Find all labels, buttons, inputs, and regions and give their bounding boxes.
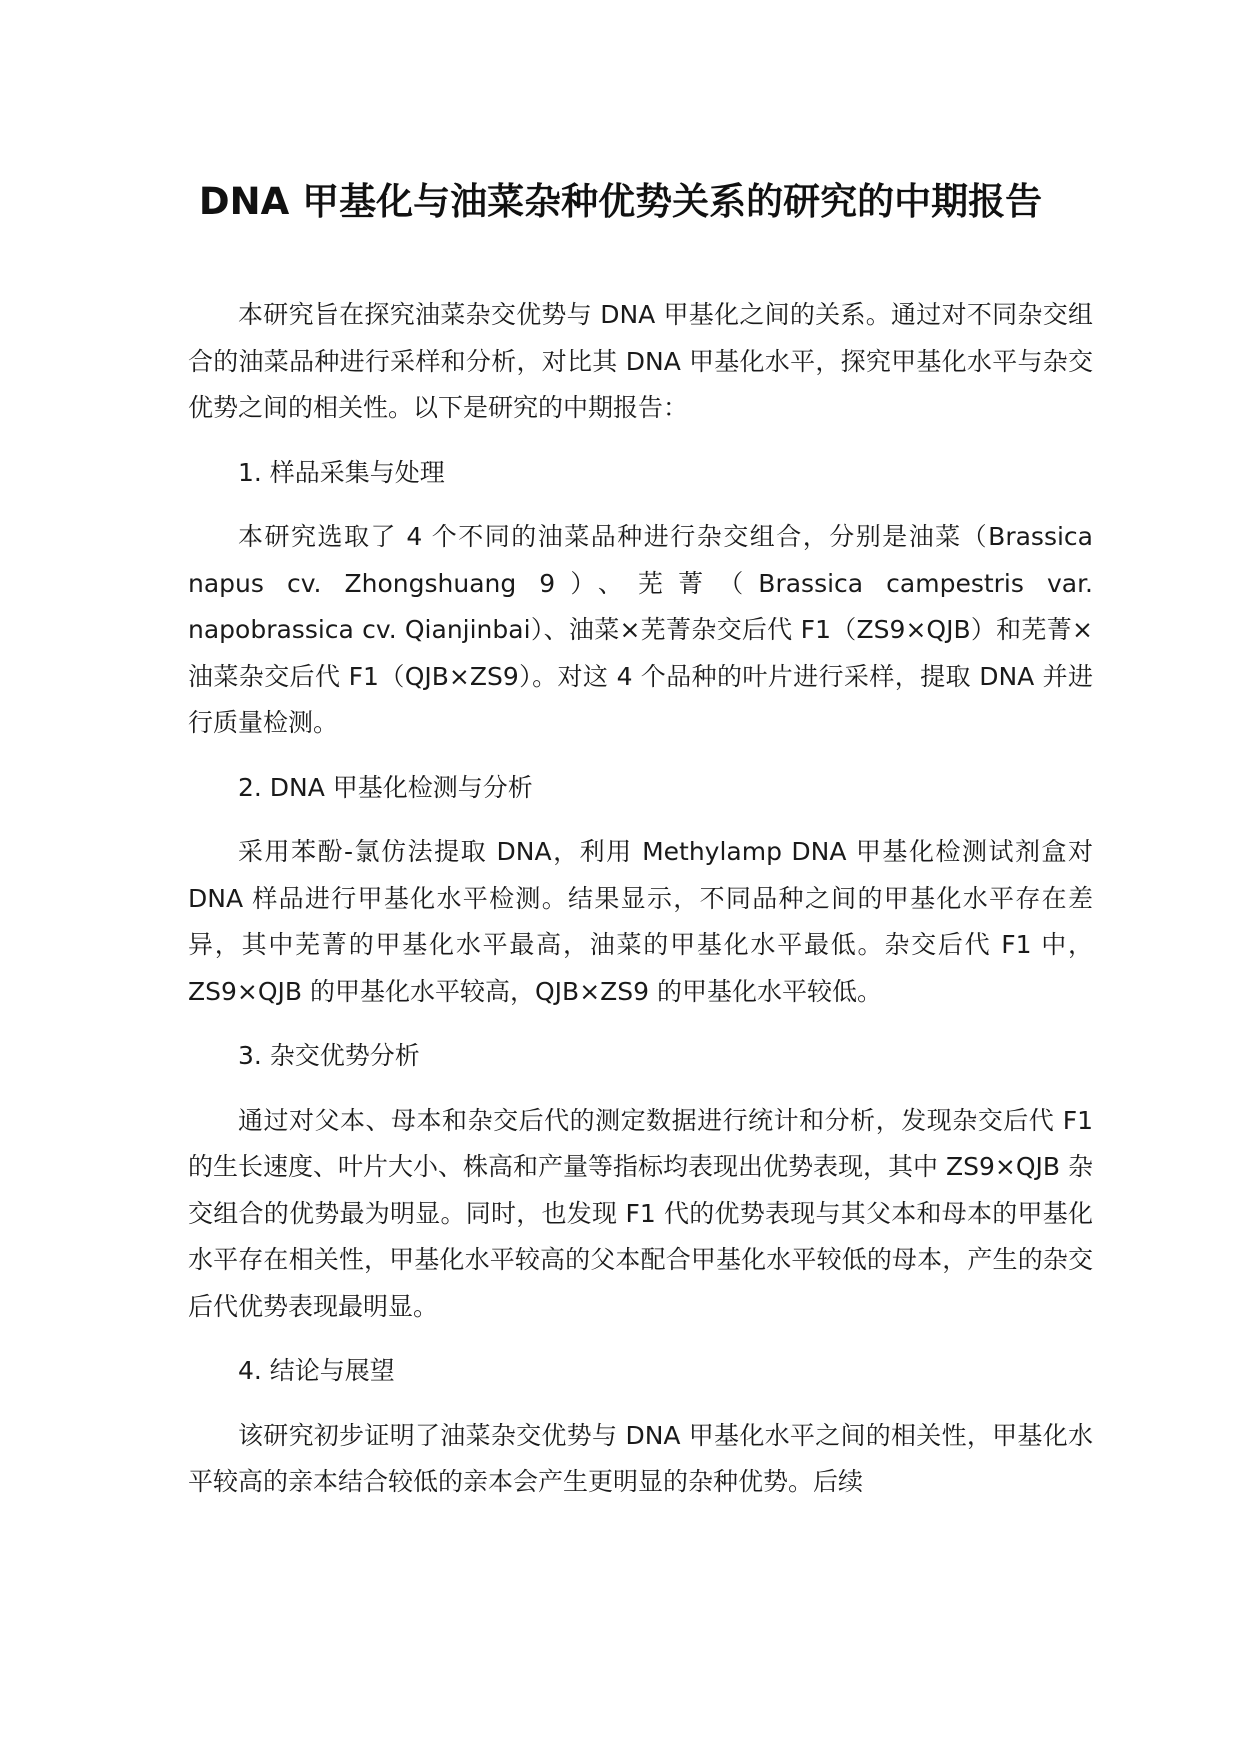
section-heading-heterosis: 3. 杂交优势分析 xyxy=(238,1041,420,1070)
section-heading-conclusion: 4. 结论与展望 xyxy=(238,1356,395,1385)
section-heading-sampling: 1. 样品采集与处理 xyxy=(238,457,445,487)
section-body-heterosis: 通过对父本、母本和杂交后代的测定数据进行统计和分析，发现杂交后代 F1 的生长速度、叶片大小、株高和产量等指标均表现出优势表现，其中 ZS9×QJB 杂交组合的优势最为明显。同时，也发现 F1 代的优势表现与其父本和母本的甲基化水平存在相关性，甲基化水平较高的父本配合甲基化水平较低的母本，产生的杂交后代优势表现最明显。 xyxy=(188,1105,1093,1321)
document-title: DNA 甲基化与油菜杂种优势关系的研究的中期报告 xyxy=(198,180,1043,223)
section-heading-methylation: 2. DNA 甲基化检测与分析 xyxy=(238,772,533,802)
section-body-sampling: 本研究选取了 4 个不同的油菜品种进行杂交组合，分别是油菜（Brassica napus cv. Zhongshuang 9）、芜菁（Brassica campestris var. napobrassica cv. Qianjinbai）、油菜×芜菁杂交后代 F1（ZS9×QJB）和芜菁×油菜杂交后代 F1（QJB×ZS9）。对这 4 个品种的叶片进行采样，提取 DNA 并进行质量检测。 xyxy=(188,522,1093,737)
section-body-conclusion: 该研究初步证明了油菜杂交优势与 DNA 甲基化水平之间的相关性，甲基化水平较高的亲本结合较低的亲本会产生更明显的杂种优势。后续 xyxy=(188,1420,1093,1496)
intro-paragraph: 本研究旨在探究油菜杂交优势与 DNA 甲基化之间的关系。通过对不同杂交组合的油菜品种进行采样和分析，对比其 DNA 甲基化水平，探究甲基化水平与杂交优势之间的相关性。以下是研究的中期报告： xyxy=(188,300,1093,422)
section-body-methylation: 采用苯酚-氯仿法提取 DNA，利用 Methylamp DNA 甲基化检测试剂盒对 DNA 样品进行甲基化水平检测。结果显示，不同品种之间的甲基化水平存在差异，其中芜菁的甲基化水平最高，油菜的甲基化水平最低。杂交后代 F1 中，ZS9×QJB 的甲基化水平较高，QJB×ZS9 的甲基化水平较低。 xyxy=(188,837,1093,1006)
document-body xyxy=(188,292,1093,1524)
